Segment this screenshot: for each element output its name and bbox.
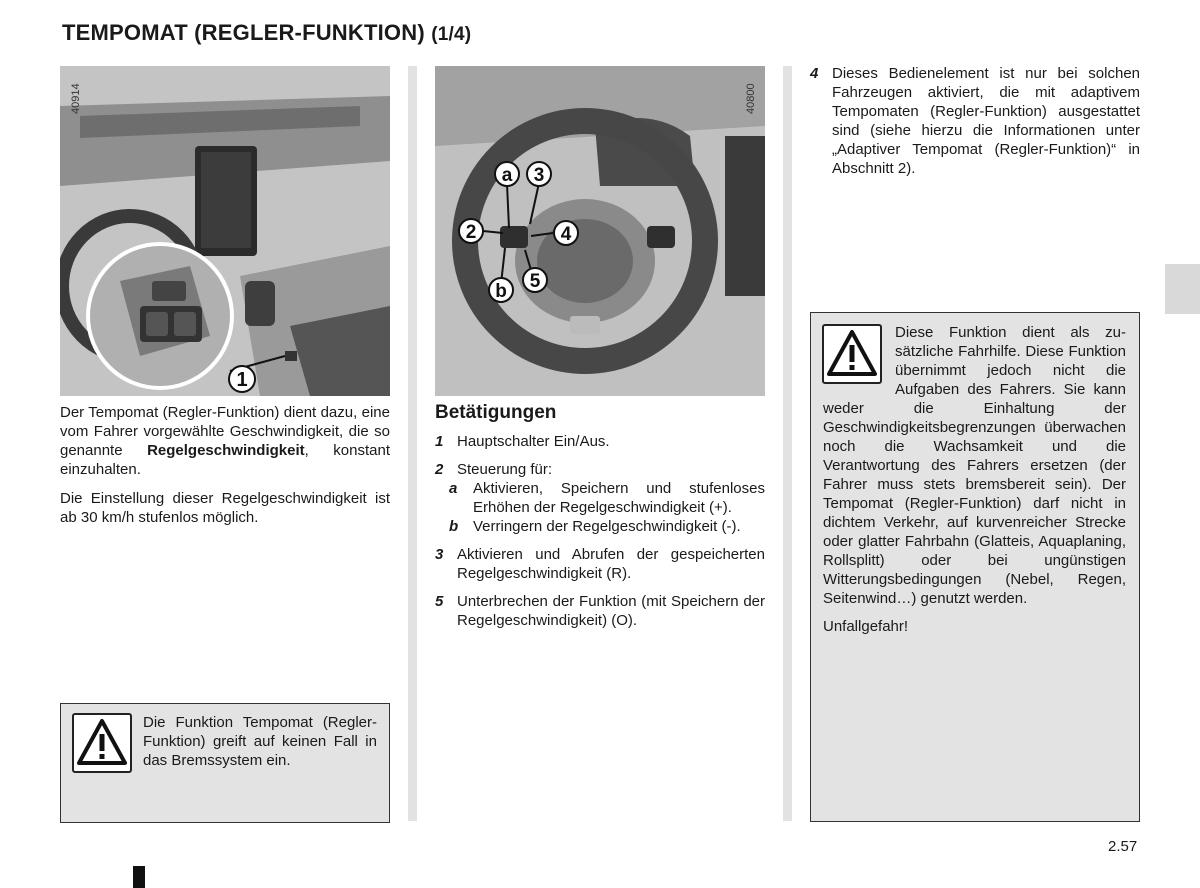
section-tab <box>1165 264 1200 314</box>
callout-a: a <box>501 165 513 186</box>
callout-3: 3 <box>533 165 545 186</box>
sub-item-b: b Verringern der Regelgeschwindigkeit (-). <box>449 518 741 535</box>
figure-steering-wheel <box>435 66 765 396</box>
col1-text <box>60 403 390 537</box>
section-heading: Betätigungen <box>435 402 557 423</box>
callout-b: b <box>495 281 507 302</box>
speed-paragraph: Die Einstellung dieser Regelgeschwindigkeit ist ab 30 km/h stufenlos möglich. <box>60 490 390 526</box>
callout-2: 2 <box>465 222 477 243</box>
steering-wheel-illustration <box>435 66 765 396</box>
sub-item-a: a Aktivieren, Speichern und stufenloses Erhöhen der Regelgeschwindigkeit (+). <box>449 480 765 516</box>
warning-box-brake <box>60 703 390 823</box>
title-text: TEMPOMAT (REGLER-FUNKTION) <box>62 20 425 45</box>
warning-text-brake: Die Funktion Tempomat (Regler-Funktion) greift auf keinen Fall in das Bremssystem ein. <box>143 714 377 769</box>
dashboard-illustration <box>60 66 390 396</box>
callout-4: 4 <box>560 224 572 245</box>
list-item: 3 Aktivieren und Abrufen der gespeicherten Regelgeschwindigkeit (R). <box>435 546 765 582</box>
list-item: 2 Steuerung für: <box>435 461 553 478</box>
warning-paragraph: Diese Funktion dient als zusätzliche Fahrhilfe. Diese Funktion übernimmt jedoch nicht die Aufgaben des Fahrers. Sie kann weder die Einhaltung der Geschwindigkeitsbegrenzungen überwachen noch die Wachsamkeit und die Verantwortung des Fahrers ersetzen (der Fahrer muss stets bremsbereit sein). Der Tempomat (Regler-Funktion) darf nicht in dichtem Verkehr, auf kurvenreicher Strecke oder glatter Fahrbahn (Glatteis, Aquaplaning, Rollsplitt) oder bei ungünstigen Witterungsbedingungen (Nebel, Regen, Seitenwind…) genutzt werden. <box>823 324 1126 607</box>
list-item: 1 Hauptschalter Ein/Aus. <box>435 433 610 450</box>
callout-5: 5 <box>529 271 541 292</box>
column-divider-2 <box>783 66 792 821</box>
list-item: 5 Unterbrechen der Funktion (mit Speichern der Regelgeschwindigkeit) (O). <box>435 593 765 629</box>
bold-term: Regelgeschwindigkeit <box>147 442 305 459</box>
figure-dashboard <box>60 66 390 396</box>
title-part: (1/4) <box>431 24 472 45</box>
controls-list <box>435 432 765 639</box>
figure-code-left: 40914 <box>70 83 82 114</box>
warning-danger: Unfallgefahr! <box>823 618 909 635</box>
warning-triangle-icon <box>72 713 132 773</box>
intro-paragraph: Der Tempomat (Regler-Funktion) dient dazu, eine vom Fahrer vorgewählte Geschwindigkeit, die so genannte Regelgeschwindigkeit, konstant einzuhalten. <box>60 404 390 478</box>
page-title <box>62 20 471 46</box>
col3-list <box>810 64 1140 187</box>
figure-code-middle: 40800 <box>745 83 757 114</box>
column-divider-1 <box>408 66 417 821</box>
page-number: 2.57 <box>1108 838 1138 855</box>
warning-box-assist <box>810 312 1140 822</box>
callout-1: 1 <box>236 369 248 391</box>
page-marker <box>133 866 145 888</box>
warning-text-assist <box>823 323 1126 636</box>
list-item: 4 Dieses Bedienelement ist nur bei solchen Fahrzeugen aktiviert, die mit adaptivem Tempomaten (Regler-Funktion) ausgestattet sind (siehe hierzu die Informationen unter „Adaptiver Tempomat (Regler-Funktion)“ in Abschnitt 2). <box>810 65 1140 177</box>
